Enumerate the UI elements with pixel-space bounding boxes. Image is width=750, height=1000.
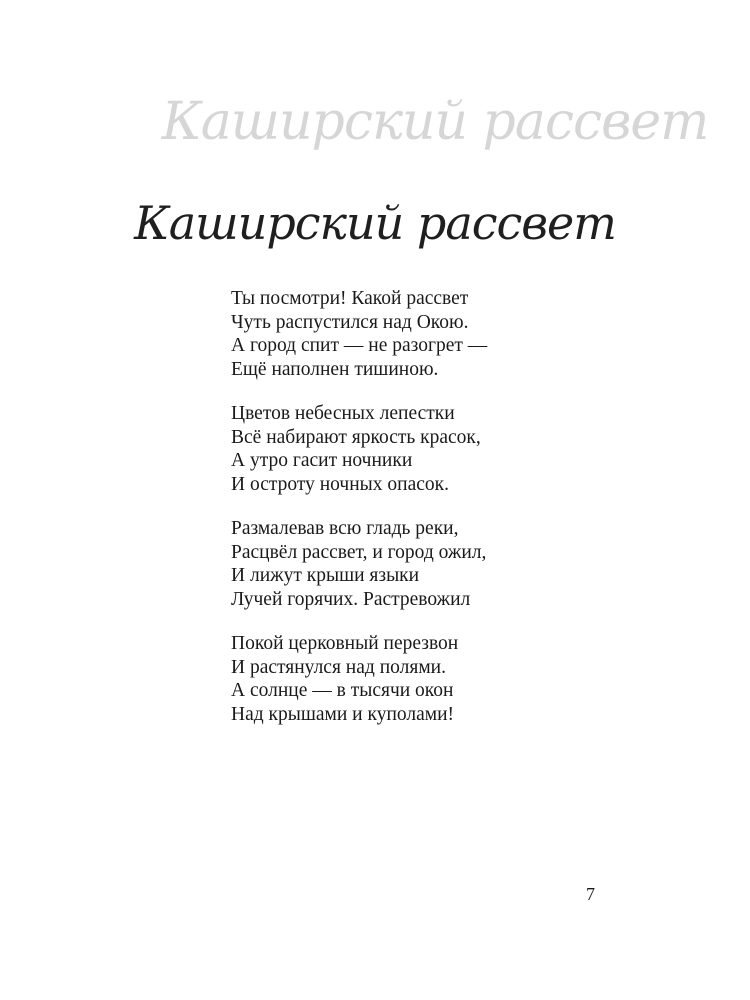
poem-line: Ещё наполнен тишиною. [231, 358, 439, 380]
poem-line: Лучей горячих. Растревожил [231, 588, 471, 610]
decorative-title-ghost: Каширский рассвет [161, 92, 709, 152]
poem-line: Расцвёл рассвет, и город ожил, [231, 541, 487, 563]
poem-line: И лижут крыши языки [231, 565, 420, 586]
poem-line: А солнце — в тысячи окон [231, 680, 454, 701]
poem-line: Ты посмотри! Какой рассвет [231, 288, 469, 309]
stanza [231, 517, 611, 611]
page-number: 7 [586, 884, 595, 904]
poem-line: Чуть распустился над Окою. [231, 311, 469, 333]
poem-line: И остроту ночных опасок. [231, 473, 449, 495]
stanza [231, 402, 611, 496]
poem-line: И растянулся над полями. [231, 656, 446, 678]
poem-line: Размалевав всю гладь реки, [231, 518, 459, 539]
poem-line: Покой церковный перезвон [231, 633, 459, 654]
poem-line: Цветов небесных лепестки [231, 403, 455, 424]
poem-line: А город спит — не разогрет — [231, 335, 488, 356]
poem-line: А утро гасит ночники [231, 450, 413, 471]
stanza [231, 632, 611, 726]
poem-line: Всё набирают яркость красок, [231, 426, 481, 448]
stanza [231, 287, 611, 381]
poem-title: Каширский рассвет [134, 196, 616, 250]
poem-body [231, 287, 611, 747]
poem-line: Над крышами и куполами! [231, 703, 455, 725]
